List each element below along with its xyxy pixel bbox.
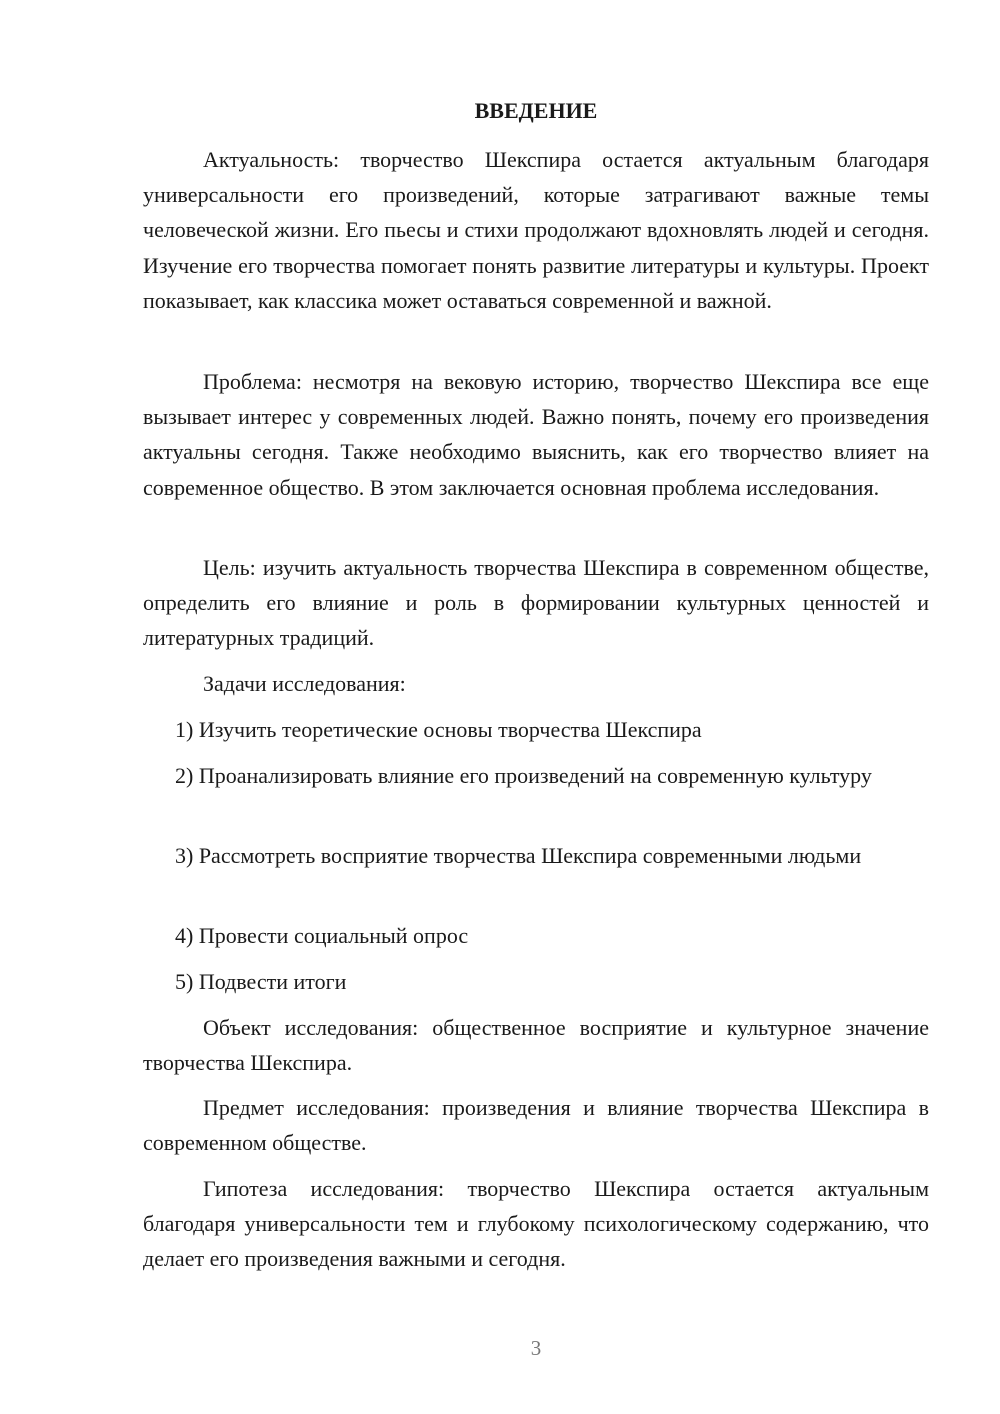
relevance-paragraph: Актуальность: творчество Шекспира остается актуальным благодаря универсальности его произведений, которые затрагивают важные темы человеческой жизни. Его пьесы и стихи продолжают вдохновлять людей и сегодня. Изучение его творчества помогает понять развитие литературы и культуры. Проект показывает, как классика может оставаться современной и важной. bbox=[143, 147, 929, 313]
task-item-5: 5) Подвести итоги bbox=[175, 969, 347, 994]
tasks-heading: Задачи исследования: bbox=[203, 671, 406, 696]
task-item-1: 1) Изучить теоретические основы творчества Шекспира bbox=[175, 717, 702, 742]
section-title: ВВЕДЕНИЕ bbox=[474, 98, 598, 123]
page-number: 3 bbox=[530, 1336, 542, 1360]
task-item-3: 3) Рассмотреть восприятие творчества Шекспира современными людьми bbox=[175, 843, 862, 868]
hypothesis-paragraph: Гипотеза исследования: творчество Шекспира остается актуальным благодаря универсальности тем и глубокому психологическому содержанию, что делает его произведения важными и сегодня. bbox=[143, 1176, 929, 1272]
task-item-2: 2) Проанализировать влияние его произведений на современную культуру bbox=[175, 763, 872, 788]
problem-paragraph: Проблема: несмотря на вековую историю, творчество Шекспира все еще вызывает интерес у современных людей. Важно понять, почему его произведения актуальны сегодня. Также необходимо выяснить, как его творчество влияет на современное общество. В этом заключается основная проблема исследования. bbox=[143, 369, 929, 500]
task-item-4: 4) Провести социальный опрос bbox=[175, 923, 469, 948]
object-paragraph: Объект исследования: общественное восприятие и культурное значение творчества Шекспира. bbox=[143, 1015, 929, 1076]
goal-paragraph: Цель: изучить актуальность творчества Шекспира в современном обществе, определить его влияние и роль в формировании культурных ценностей и литературных традиций. bbox=[143, 555, 929, 651]
subject-paragraph: Предмет исследования: произведения и влияние творчества Шекспира в современном обществе. bbox=[143, 1095, 929, 1156]
